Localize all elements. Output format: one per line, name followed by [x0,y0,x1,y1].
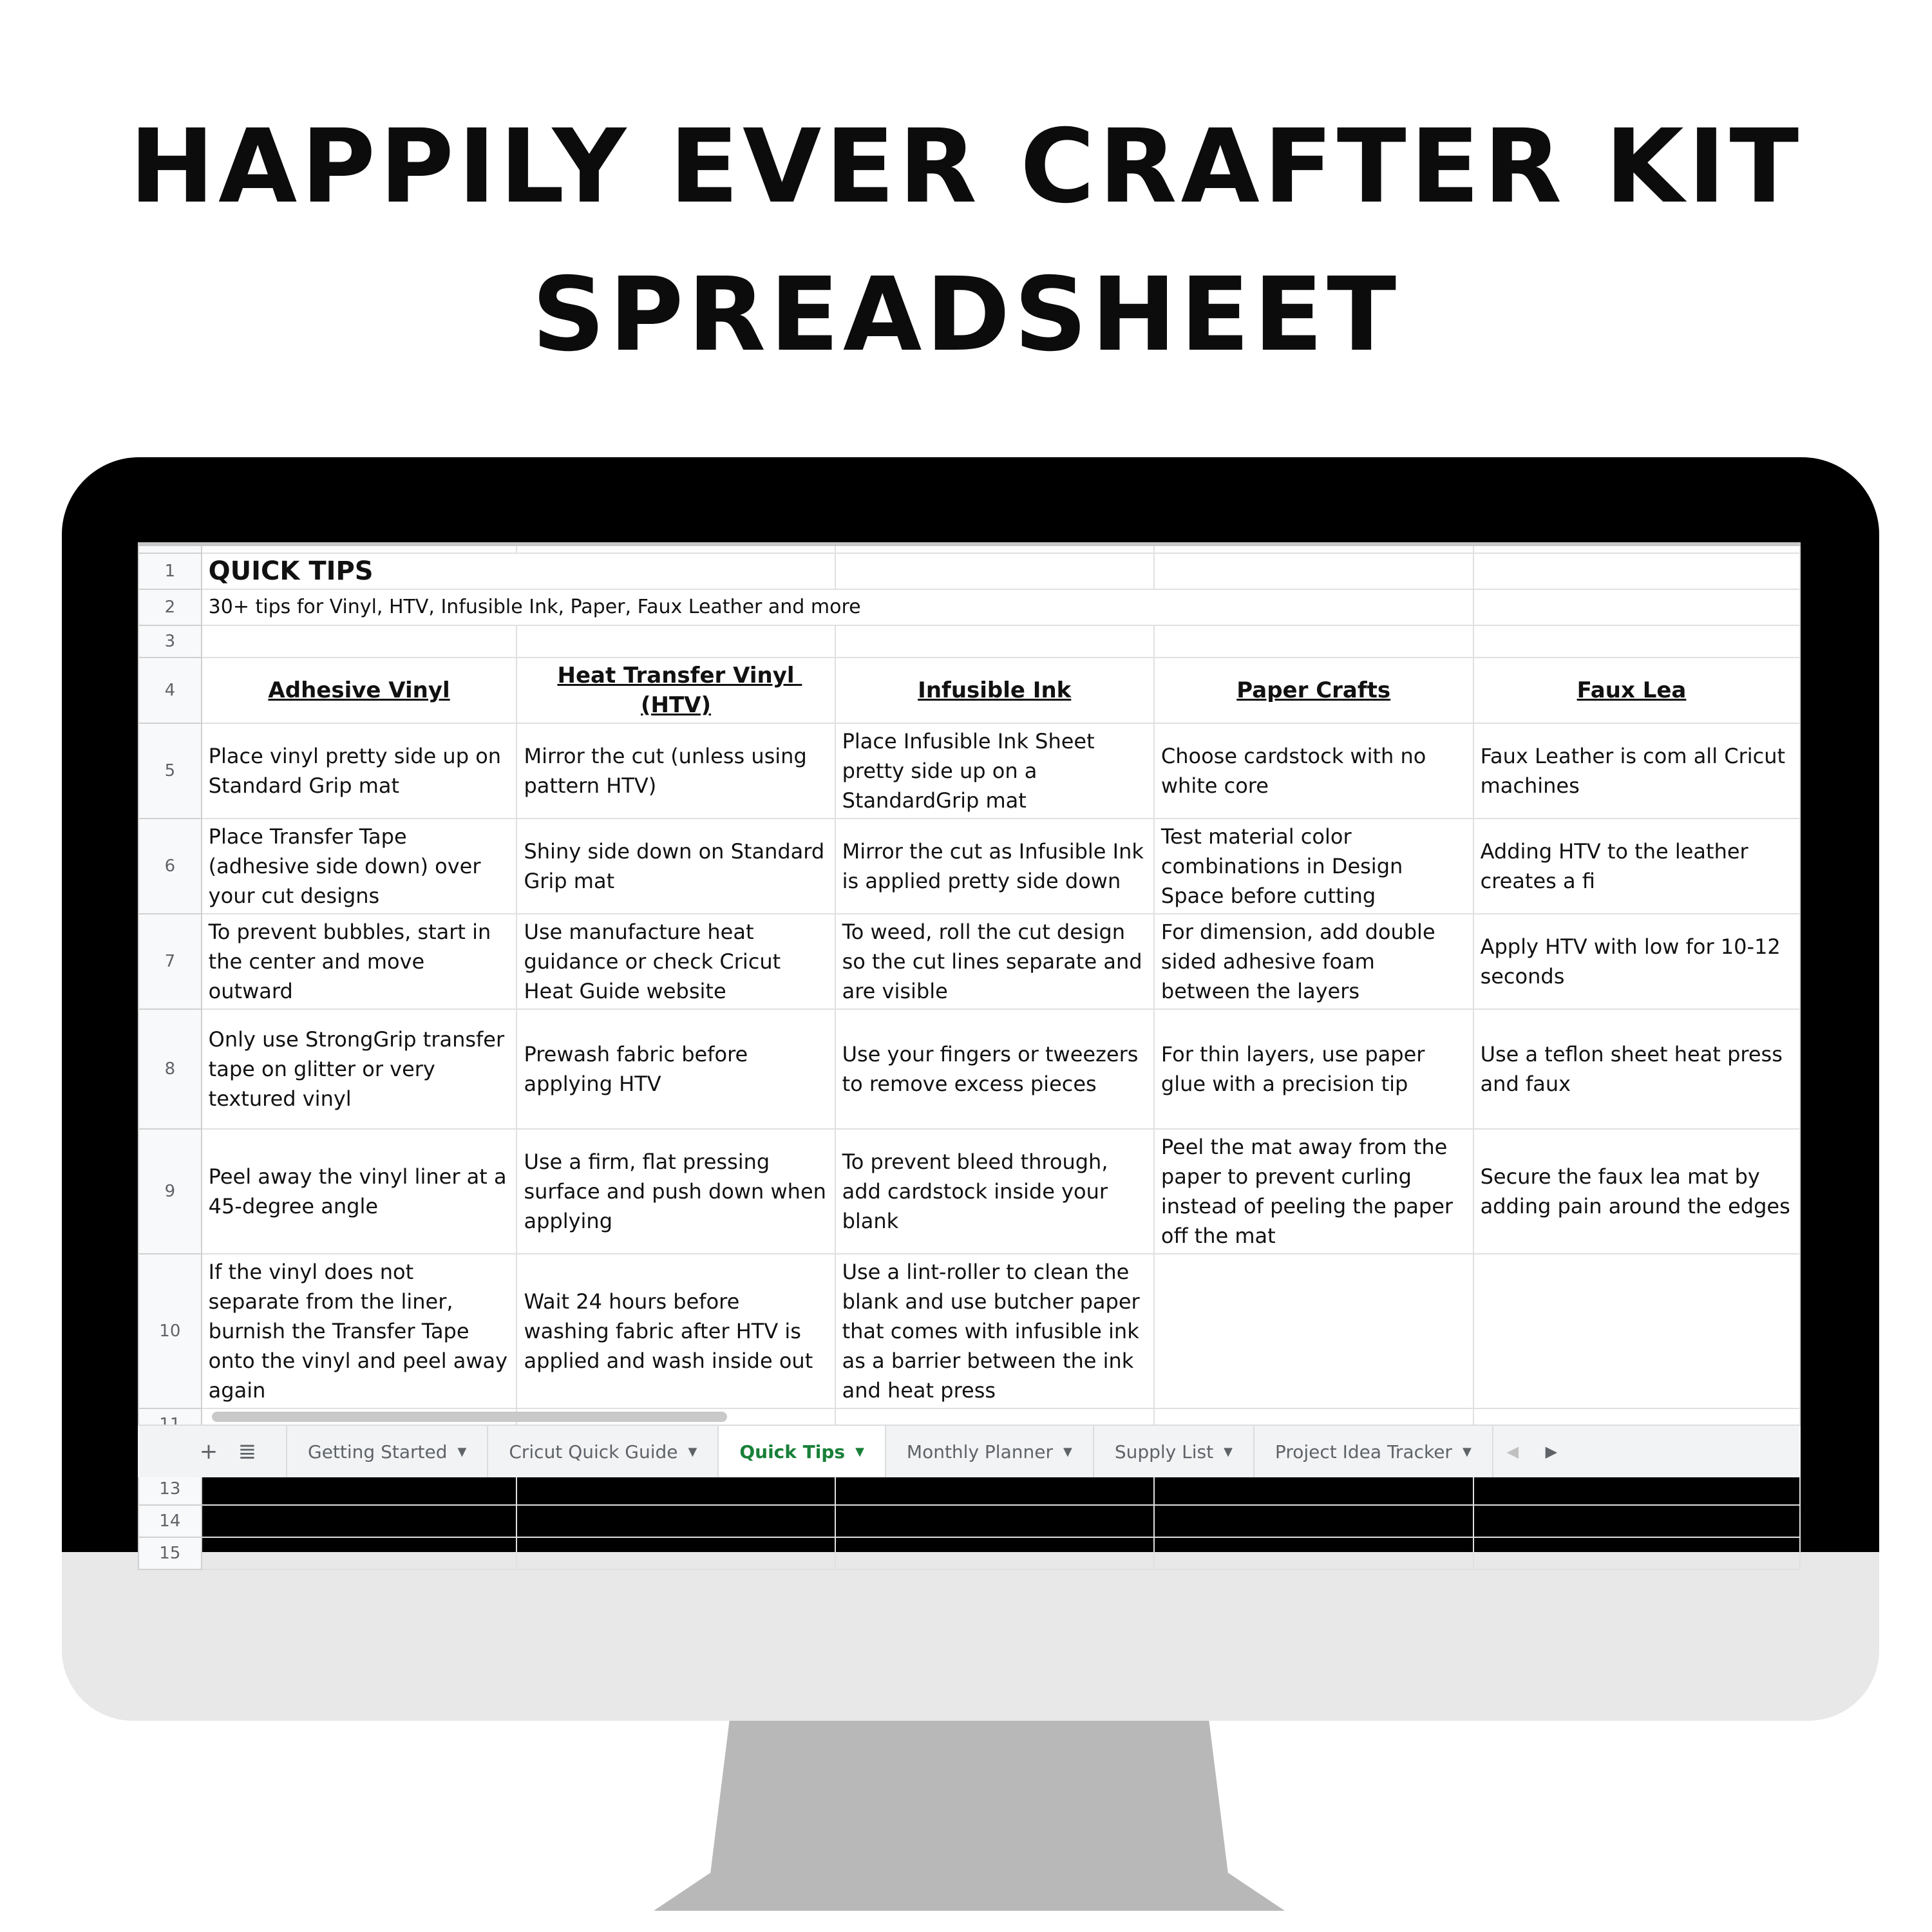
tip-cell[interactable] [1473,1254,1800,1408]
tab-supply-list[interactable] [1094,1426,1255,1477]
cell[interactable] [835,1505,1154,1537]
tab-monthly-planner[interactable] [886,1426,1094,1477]
tip-cell[interactable]: If the vinyl does not separate from the liner, burnish the Transfer Tape onto the vinyl and peel away again [202,1254,517,1408]
caret-down-icon[interactable]: ▼ [1224,1444,1233,1459]
sheet-subtitle[interactable]: 30+ tips for Vinyl, HTV, Infusible Ink, Paper, Faux Leather and more [202,589,1473,625]
tip-cell[interactable]: Apply HTV with low for 10-12 seconds [1473,914,1800,1009]
column-header-paper-crafts[interactable]: Paper Crafts [1154,658,1473,723]
cell[interactable] [835,553,1154,589]
tab-label: Cricut Quick Guide [509,1441,678,1463]
row-number[interactable]: 9 [138,1129,202,1254]
tip-cell[interactable]: To prevent bubbles, start in the center and move outward [202,914,517,1009]
tab-label: Getting Started [308,1441,448,1463]
spreadsheet-screen [138,542,1801,1563]
row-number[interactable]: 15 [138,1537,202,1569]
tip-cell[interactable]: For thin layers, use paper glue with a precision tip [1154,1009,1473,1129]
row-number[interactable]: 13 [138,1473,202,1505]
tab-label: Project Idea Tracker [1274,1441,1452,1463]
cell[interactable] [1473,1537,1800,1569]
row-number[interactable]: 4 [138,658,202,723]
tab-getting-started[interactable] [286,1426,488,1477]
sheet-title[interactable]: QUICK TIPS [202,553,835,589]
tip-cell[interactable]: For dimension, add double sided adhesive foam between the layers [1154,914,1473,1009]
caret-down-icon[interactable]: ▼ [688,1444,697,1459]
monitor-chin [62,1552,1879,1721]
cell[interactable] [1473,553,1800,589]
cell[interactable] [1154,625,1473,658]
tab-label: Quick Tips [739,1441,846,1463]
tip-cell[interactable]: Peel the mat away from the paper to prevent curling instead of peeling the paper off the mat [1154,1129,1473,1254]
cell[interactable] [516,1505,835,1537]
row-number[interactable]: 14 [138,1505,202,1537]
tip-cell[interactable]: Use a lint-roller to clean the blank and use butcher paper that comes with infusible ink as a barrier between the ink and heat press [835,1254,1154,1408]
tab-label: Monthly Planner [906,1441,1053,1463]
cell[interactable] [1154,1505,1473,1537]
cell[interactable] [202,1505,517,1537]
column-header-htv[interactable]: Heat Transfer Vinyl (HTV) [516,658,835,723]
tip-cell[interactable]: To weed, roll the cut design so the cut lines separate and are visible [835,914,1154,1009]
cell[interactable] [835,1537,1154,1569]
horizontal-scrollbar[interactable] [212,1412,727,1422]
cell[interactable] [202,1473,517,1505]
tip-cell[interactable]: Mirror the cut as Infusible Ink is applied pretty side down [835,819,1154,914]
tip-cell[interactable]: Use a teflon sheet heat press and faux [1473,1009,1800,1129]
row-number[interactable]: 1 [138,553,202,589]
tip-cell[interactable]: Choose cardstock with no white core [1154,723,1473,819]
row-number[interactable]: 6 [138,819,202,914]
caret-down-icon[interactable]: ▼ [457,1444,467,1459]
tip-cell[interactable] [1154,1254,1473,1408]
cell[interactable] [1154,1537,1473,1569]
tip-cell[interactable]: Mirror the cut (unless using pattern HTV) [516,723,835,819]
caret-down-icon[interactable]: ▼ [1063,1444,1072,1459]
tip-cell[interactable]: Wait 24 hours before washing fabric after HTV is applied and wash inside out [516,1254,835,1408]
cell[interactable] [835,1473,1154,1505]
tip-cell[interactable]: Use manufacture heat guidance or check Cricut Heat Guide website [516,914,835,1009]
sheet-tab-bar [138,1425,1801,1477]
cell[interactable] [202,625,517,658]
row-number[interactable]: 5 [138,723,202,819]
tip-cell[interactable]: Faux Leather is com all Cricut machines [1473,723,1800,819]
cell[interactable] [202,1537,517,1569]
row-number[interactable]: 2 [138,589,202,625]
row-number[interactable]: 8 [138,1009,202,1129]
tip-cell[interactable]: Secure the faux lea mat by adding pain around the edges [1473,1129,1800,1254]
tip-cell[interactable]: Prewash fabric before applying HTV [516,1009,835,1129]
all-sheets-list-icon[interactable]: ≣ [238,1439,257,1464]
tab-cricut-quick-guide[interactable] [488,1426,719,1477]
column-header-infusible-ink[interactable]: Infusible Ink [835,658,1154,723]
headline-line-2: SPREADSHEET [531,256,1401,374]
tab-quick-tips[interactable] [719,1426,886,1477]
tip-cell[interactable]: Place Transfer Tape (adhesive side down) over your cut designs [202,819,517,914]
tip-cell[interactable]: Place Infusible Ink Sheet pretty side up on a StandardGrip mat [835,723,1154,819]
tip-cell[interactable]: Use your fingers or tweezers to remove excess pieces [835,1009,1154,1129]
add-sheet-icon[interactable]: + [199,1439,218,1464]
caret-down-icon[interactable]: ▼ [1462,1444,1472,1459]
tab-project-idea-tracker[interactable] [1255,1426,1493,1477]
tip-cell[interactable]: Use a firm, flat pressing surface and push down when applying [516,1129,835,1254]
column-header-adhesive-vinyl[interactable]: Adhesive Vinyl [202,658,517,723]
scroll-tabs-right-icon[interactable]: ▶ [1545,1443,1558,1461]
cell[interactable] [1473,1505,1800,1537]
cell[interactable] [1473,1473,1800,1505]
cell[interactable] [1473,589,1800,625]
cell[interactable] [1154,1473,1473,1505]
row-number[interactable]: 10 [138,1254,202,1408]
cell[interactable] [516,1473,835,1505]
row-number[interactable]: 3 [138,625,202,658]
tip-cell[interactable]: To prevent bleed through, add cardstock inside your blank [835,1129,1154,1254]
tip-cell[interactable]: Only use StrongGrip transfer tape on glitter or very textured vinyl [202,1009,517,1129]
headline-line-1: HAPPILY EVER CRAFTER KIT [129,108,1803,226]
tip-cell[interactable]: Shiny side down on Standard Grip mat [516,819,835,914]
row-number[interactable]: 7 [138,914,202,1009]
cell[interactable] [835,625,1154,658]
monitor-stand [654,1721,1285,1911]
cell[interactable] [516,1537,835,1569]
scroll-tabs-left-icon[interactable]: ◀ [1506,1443,1519,1461]
tip-cell[interactable]: Test material color combinations in Design Space before cutting [1154,819,1473,914]
tip-cell[interactable]: Adding HTV to the leather creates a fi [1473,819,1800,914]
caret-down-icon[interactable]: ▼ [855,1444,864,1459]
tip-cell[interactable]: Peel away the vinyl liner at a 45-degree angle [202,1129,517,1254]
cell[interactable] [1473,625,1800,658]
tip-cell[interactable]: Place vinyl pretty side up on Standard Grip mat [202,723,517,819]
cell[interactable] [516,625,835,658]
cell[interactable] [1154,553,1473,589]
column-header-faux-leather[interactable]: Faux Lea [1473,658,1800,723]
tab-label: Supply List [1114,1441,1214,1463]
